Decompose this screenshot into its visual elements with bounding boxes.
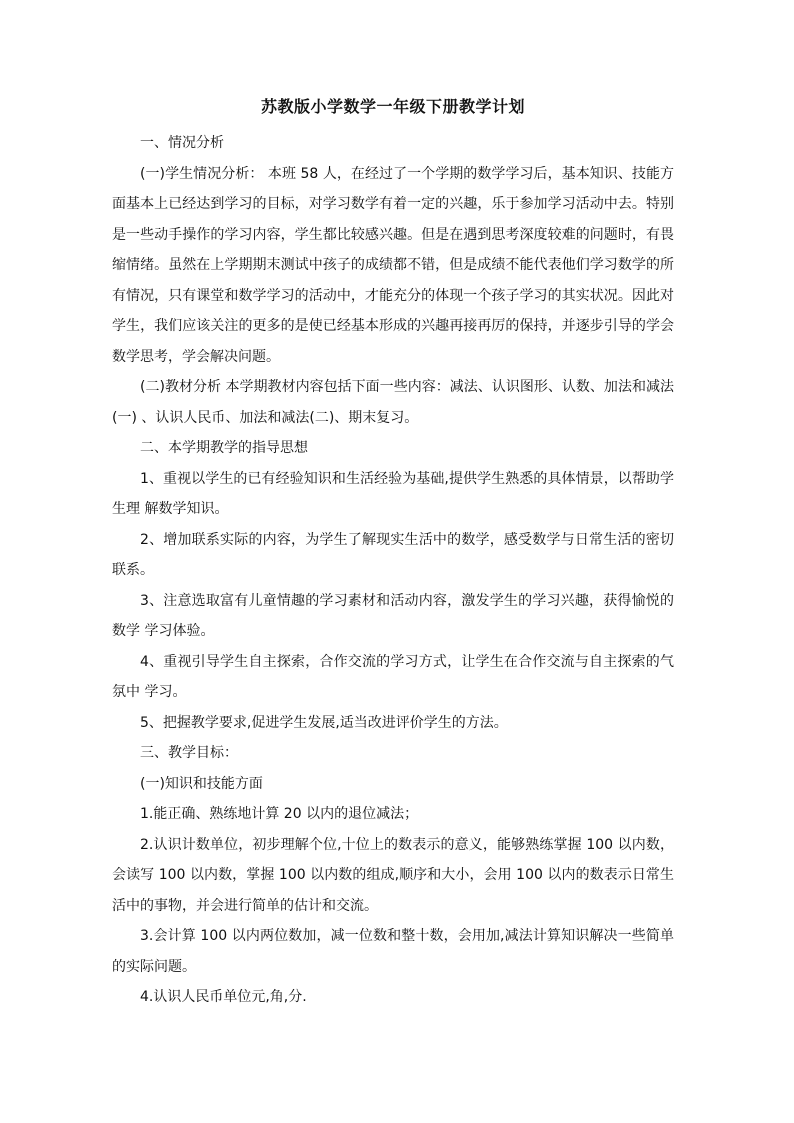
section-heading: 三、教学目标：: [140, 745, 238, 761]
section-heading: 一、情况分析: [140, 135, 224, 151]
document-page: [112, 96, 674, 1013]
paragraph: 2、增加联系实际的内容，为学生了解现实生活中的数学，感受数学与日常生活的密切联系。: [112, 531, 674, 578]
paragraph: 1.能正确、熟练地计算 20 以内的退位减法；: [140, 806, 419, 822]
paragraph: 2.认识计数单位，初步理解个位,十位上的数表示的意义，能够熟练掌握 100 以内数，会读写 100 以内数，掌握 100 以内数的组成,顺序和大小，会用 100 以内的数表示日常生活中的事物，并会进行简单的估计和交流。: [112, 836, 674, 914]
paragraph: 4.认识人民币单位元,角,分.: [140, 989, 307, 1005]
paragraph: 5、把握教学要求,促进学生发展,适当改进评价学生的方法。: [140, 714, 508, 731]
paragraph: (二)教材分析 本学期教材内容包括下面一些内容：减法、认识图形、认数、加法和减法(一) 、认识人民币、加法和减法(二)、期末复习。: [112, 379, 674, 426]
document-title: 苏教版小学数学一年级下册教学计划: [260, 97, 525, 116]
paragraph: 3.会计算 100 以内两位数加，减一位数和整十数，会用加,减法计算知识解决一些简单的实际问题。: [112, 928, 674, 975]
section-heading: 二、本学期教学的指导思想: [140, 440, 308, 456]
paragraph: 3、注意选取富有儿童情趣的学习素材和活动内容，激发学生的学习兴趣，获得愉悦的数学 学习体验。: [112, 592, 674, 639]
subsection-heading: (一)知识和技能方面: [140, 775, 263, 792]
paragraph: 4、重视引导学生自主探索，合作交流的学习方式，让学生在合作交流与自主探索的气氛中 学习。: [112, 653, 674, 700]
paragraph: 1、重视以学生的已有经验知识和生活经验为基础,提供学生熟悉的具体情景，以帮助学生理 解数学知识。: [112, 470, 674, 517]
paragraph: (一)学生情况分析： 本班 58 人，在经过了一个学期的数学学习后，基本知识、技能方面基本上已经达到学习的目标，对学习数学有着一定的兴趣，乐于参加学习活动中去。特别是一些动手操作的学习内容，学生都比较感兴趣。但是在遇到思考深度较难的问题时，有畏缩情绪。虽然在上学期期末测试中孩子的成绩都不错，但是成绩不能代表他们学习数学的所有情况，只有课堂和数学学习的活动中，才能充分的体现一个孩子学习的其实状况。因此对学生，我们应该关注的更多的是使已经基本形成的兴趣再接再厉的保持，并逐步引导的学会数学思考，学会解决问题。: [112, 165, 674, 365]
